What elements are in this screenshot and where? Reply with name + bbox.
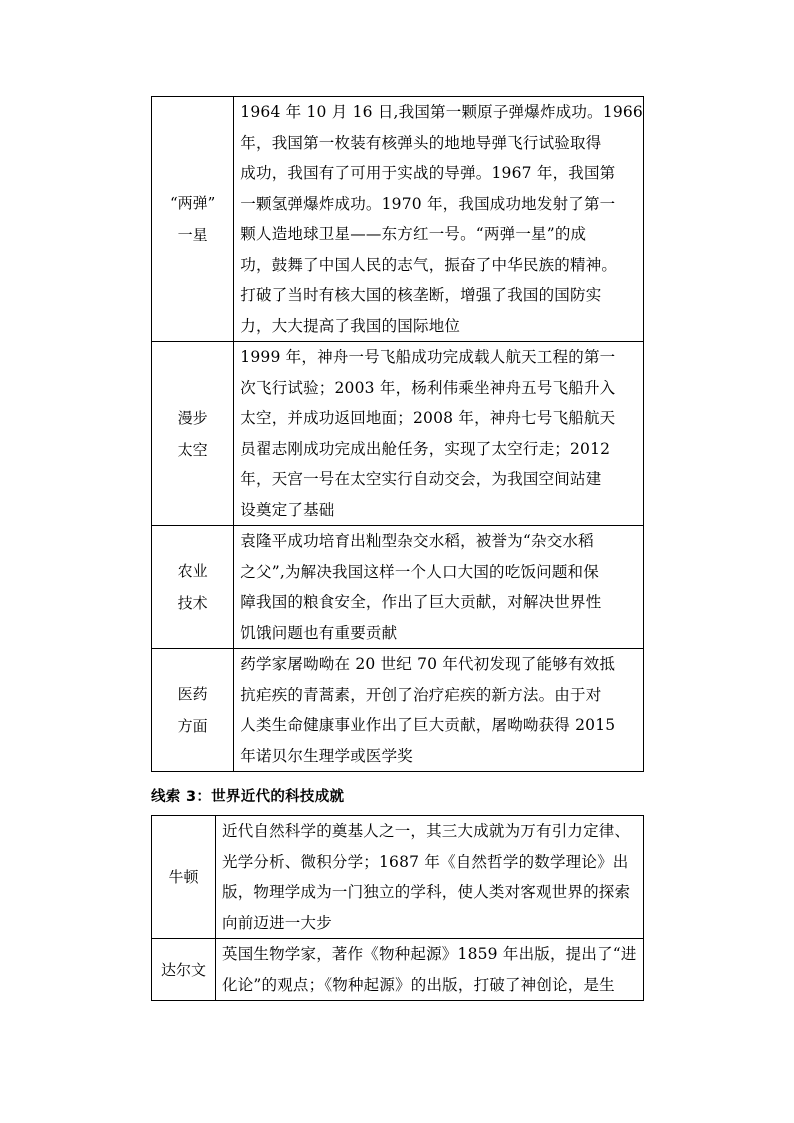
- text-line: 向前迈进一大步: [222, 913, 332, 932]
- text-line: 饥饿问题也有重要贡献: [240, 623, 398, 642]
- label-line: 太空: [177, 440, 208, 459]
- text-line: 化论”的观点；《物种起源》的出版，打破了神创论，是生: [222, 975, 615, 994]
- text-line: 光学分析、微积分学；1687 年《自然哲学的数学理论》出: [222, 852, 629, 871]
- row-label-newton: [152, 816, 216, 939]
- text-line: 抗疟疾的青蒿素，开创了治疗疟疾的新方法。由于对: [240, 685, 602, 704]
- row-label-medicine: [152, 649, 234, 772]
- text-line: 近代自然科学的奠基人之一，其三大成就为万有引力定律、: [222, 822, 631, 840]
- label-line: 农业: [177, 562, 208, 580]
- text-line: 年，我国第一枚装有核弹头的地地导弹飞行试验取得: [240, 133, 602, 152]
- text-line: 障我国的粮食安全，作出了巨大贡献，对解决世界性: [240, 593, 602, 611]
- text-line: 次飞行试验；2003 年，杨利伟乘坐神舟五号飞船升入: [240, 378, 616, 397]
- row-label-two-bombs-one-satellite: [152, 97, 234, 342]
- text-line: 颗人造地球卫星——东方红一号。“两弹一星”的成: [240, 225, 587, 243]
- text-line: 药学家屠呦呦在 20 世纪 70 年代初发现了能够有效抵: [240, 655, 616, 673]
- row-description: [216, 939, 644, 1001]
- table-row: [152, 342, 644, 526]
- table-row: [152, 526, 644, 649]
- row-description: [234, 526, 644, 649]
- text-line: 年诺贝尔生理学或医学奖: [240, 746, 413, 765]
- achievements-table-world: [151, 815, 644, 1001]
- label-line: 达尔文: [160, 960, 206, 979]
- text-line: 员翟志刚成功完成出舱任务，实现了太空行走；2012: [240, 439, 611, 458]
- text-line: 设奠定了基础: [240, 500, 335, 519]
- table-row: [152, 649, 644, 772]
- text-line: 版，物理学成为一门独立的学科，使人类对客观世界的探索: [222, 883, 631, 901]
- row-label-agriculture: [152, 526, 234, 649]
- row-label-space-walk: [152, 342, 234, 526]
- label-line: 医药: [177, 685, 208, 703]
- table-row: [152, 97, 644, 342]
- achievements-table-china: [151, 96, 644, 772]
- text-line: 功，鼓舞了中国人民的志气，振奋了中华民族的精神。: [240, 255, 618, 274]
- label-line: 漫步: [177, 408, 208, 427]
- label-line: 一星: [177, 226, 208, 244]
- text-line: 太空，并成功返回地面；2008 年，神舟七号飞船航天: [240, 409, 616, 427]
- label-line: 技术: [177, 594, 208, 612]
- text-line: 成功，我国有了可用于实战的导弹。1967 年，我国第: [240, 164, 616, 182]
- text-line: 一颗氢弹爆炸成功。1970 年，我国成功地发射了第一: [240, 194, 616, 213]
- text-line: 力，大大提高了我国的国际地位: [240, 316, 461, 335]
- table-row: [152, 816, 644, 939]
- label-line: “两弹”: [169, 194, 216, 212]
- row-label-darwin: [152, 939, 216, 1001]
- label-line: 方面: [177, 717, 208, 735]
- text-line: 1964 年 10 月 16 日,我国第一颗原子弹爆炸成功。1966: [240, 103, 643, 121]
- row-description: [234, 97, 644, 342]
- section-heading: 线索 3：世界近代的科技成就: [151, 789, 345, 805]
- text-line: 年，天宫一号在太空实行自动交会，为我国空间站建: [240, 470, 602, 488]
- text-line: 1999 年，神舟一号飞船成功完成载人航天工程的第一: [240, 348, 616, 366]
- label-line: 牛顿: [168, 868, 199, 886]
- row-description: [234, 342, 644, 526]
- row-description: [216, 816, 644, 939]
- text-line: 打破了当时有核大国的核垄断，增强了我国的国防实: [240, 286, 602, 304]
- row-description: [234, 649, 644, 772]
- text-line: 袁隆平成功培育出籼型杂交水稻，被誉为“杂交水稻: [240, 532, 594, 550]
- text-line: 之父”,为解决我国这样一个人口大国的吃饭问题和保: [240, 562, 599, 581]
- text-line: 英国生物学家，著作《物种起源》1859 年出版，提出了“进: [222, 945, 637, 963]
- table-row: [152, 939, 644, 1001]
- text-line: 人类生命健康事业作出了巨大贡献，屠呦呦获得 2015: [240, 716, 616, 734]
